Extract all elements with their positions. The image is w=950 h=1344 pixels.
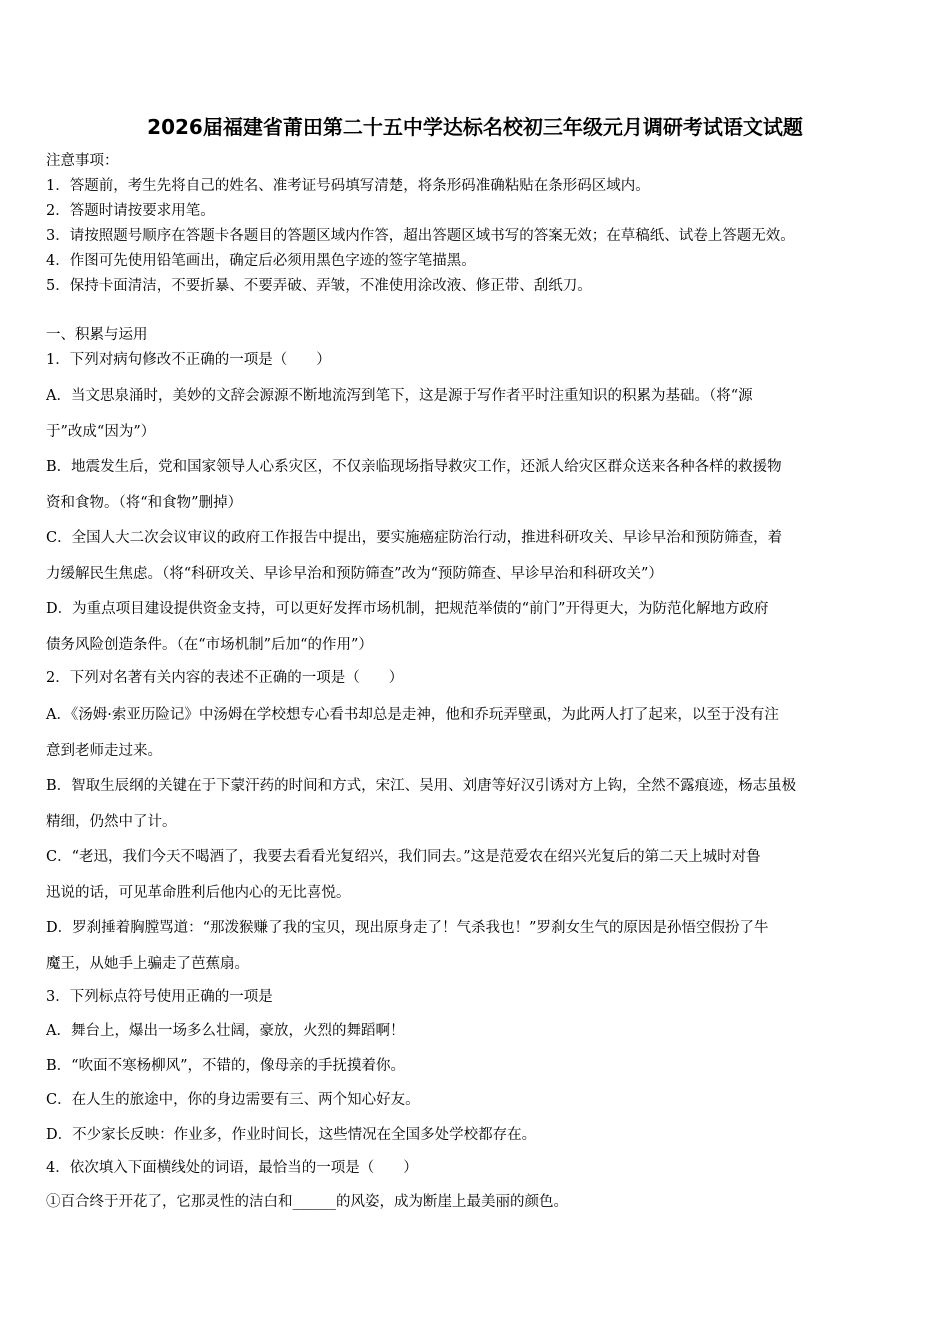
q2-option-c-cont: 迅说的话，可见革命胜利后他内心的无比喜悦。 (46, 885, 351, 901)
page-title: 2026届福建省莆田第二十五中学达标名校初三年级元月调研考试语文试题 (147, 115, 803, 139)
q2-option-d-cont: 魔王，从她手上骗走了芭蕉扇。 (46, 956, 249, 972)
q2-option-a-cont: 意到老师走过来。 (46, 743, 162, 759)
notice-item: 1．答题前，考生先将自己的姓名、准考证号码填写清楚，将条形码准确粘贴在条形码区域内。 (46, 178, 650, 194)
q1-stem: 1．下列对病句修改不正确的一项是（ ） (46, 352, 331, 368)
q3-option-a: A．舞台上，爆出一场多么壮阔，豪放，火烈的舞蹈啊！ (46, 1023, 405, 1039)
q3-option-b: B．“吹面不寒杨柳风”，不错的，像母亲的手抚摸着你。 (46, 1058, 405, 1074)
section-heading: 一、积累与运用 (46, 327, 148, 343)
q3-stem: 3．下列标点符号使用正确的一项是 (46, 989, 273, 1005)
q1-option-a-cont: 于”改成“因为”） (46, 424, 156, 440)
notice-item: 2．答题时请按要求用笔。 (46, 203, 215, 219)
notice-item: 5．保持卡面清洁，不要折暴、不要弄破、弄皱，不准使用涂改液、修正带、刮纸刀。 (46, 278, 592, 294)
q2-option-b: B．智取生辰纲的关键在于下蒙汗药的时间和方式，宋江、吴用、刘唐等好汉引诱对方上钩，全然不露痕迹，杨志虽极 (46, 778, 797, 794)
notice-heading: 注意事项： (46, 153, 119, 169)
q2-option-d: D．罗刹捶着胸膛骂道：“那泼猴赚了我的宝贝，现出原身走了！气杀我也！”罗刹女生气的原因是孙悟空假扮了牛 (46, 920, 769, 936)
q2-option-c: C．“老迅，我们今天不喝酒了，我要去看看光复绍兴，我们同去。”这是范爱农在绍兴光复后的第二天上城时对鲁 (46, 849, 761, 865)
notice-item: 3．请按照题号顺序在答题卡各题目的答题区域内作答，超出答题区域书写的答案无效；在草稿纸、试卷上答题无效。 (46, 228, 795, 244)
q1-option-c-cont: 力缓解民生焦虑。（将“科研攻关、早诊早治和预防筛查”改为“预防筛查、早诊早治和科研攻关”） (46, 566, 663, 582)
q1-option-c: C．全国人大二次会议审议的政府工作报告中提出，要实施癌症防治行动，推进科研攻关、早诊早治和预防筛查，着 (46, 530, 783, 546)
q2-option-a: A．《汤姆·索亚历险记》中汤姆在学校想专心看书却总是走神，他和乔玩弄壁虱，为此两人打了起来，以至于没有注 (46, 707, 779, 723)
q2-option-b-cont: 精细，仍然中了计。 (46, 814, 177, 830)
q1-option-b: B．地震发生后，党和国家领导人心系灾区，不仅亲临现场指导救灾工作，还派人给灾区群众送来各种各样的救援物 (46, 459, 782, 475)
q1-option-d: D．为重点项目建设提供资金支持，可以更好发挥市场机制，把规范举债的“前门”开得更大，为防范化解地方政府 (46, 601, 769, 617)
q1-option-d-cont: 债务风险创造条件。（在“市场机制”后加“的作用”） (46, 637, 373, 653)
q4-stem: 4．依次填入下面横线处的词语，最恰当的一项是（ ） (46, 1160, 418, 1176)
q2-stem: 2．下列对名著有关内容的表述不正确的一项是（ ） (46, 670, 404, 686)
notice-item: 4．作图可先使用铅笔画出，确定后必须用黑色字迹的签字笔描黑。 (46, 253, 476, 269)
q4-item-1: ①百合终于开花了，它那灵性的洁白和______的风姿，成为断崖上最美丽的颜色。 (46, 1194, 568, 1210)
q1-option-b-cont: 资和食物。（将“和食物”删掉） (46, 495, 243, 511)
q1-option-a: A．当文思泉涌时，美妙的文辞会源源不断地流泻到笔下，这是源于写作者平时注重知识的积累为基础。（将“源 (46, 388, 753, 404)
q3-option-c: C．在人生的旅途中，你的身边需要有三、两个知心好友。 (46, 1092, 420, 1108)
q3-option-d: D．不少家长反映：作业多，作业时间长，这些情况在全国多处学校都存在。 (46, 1127, 537, 1143)
